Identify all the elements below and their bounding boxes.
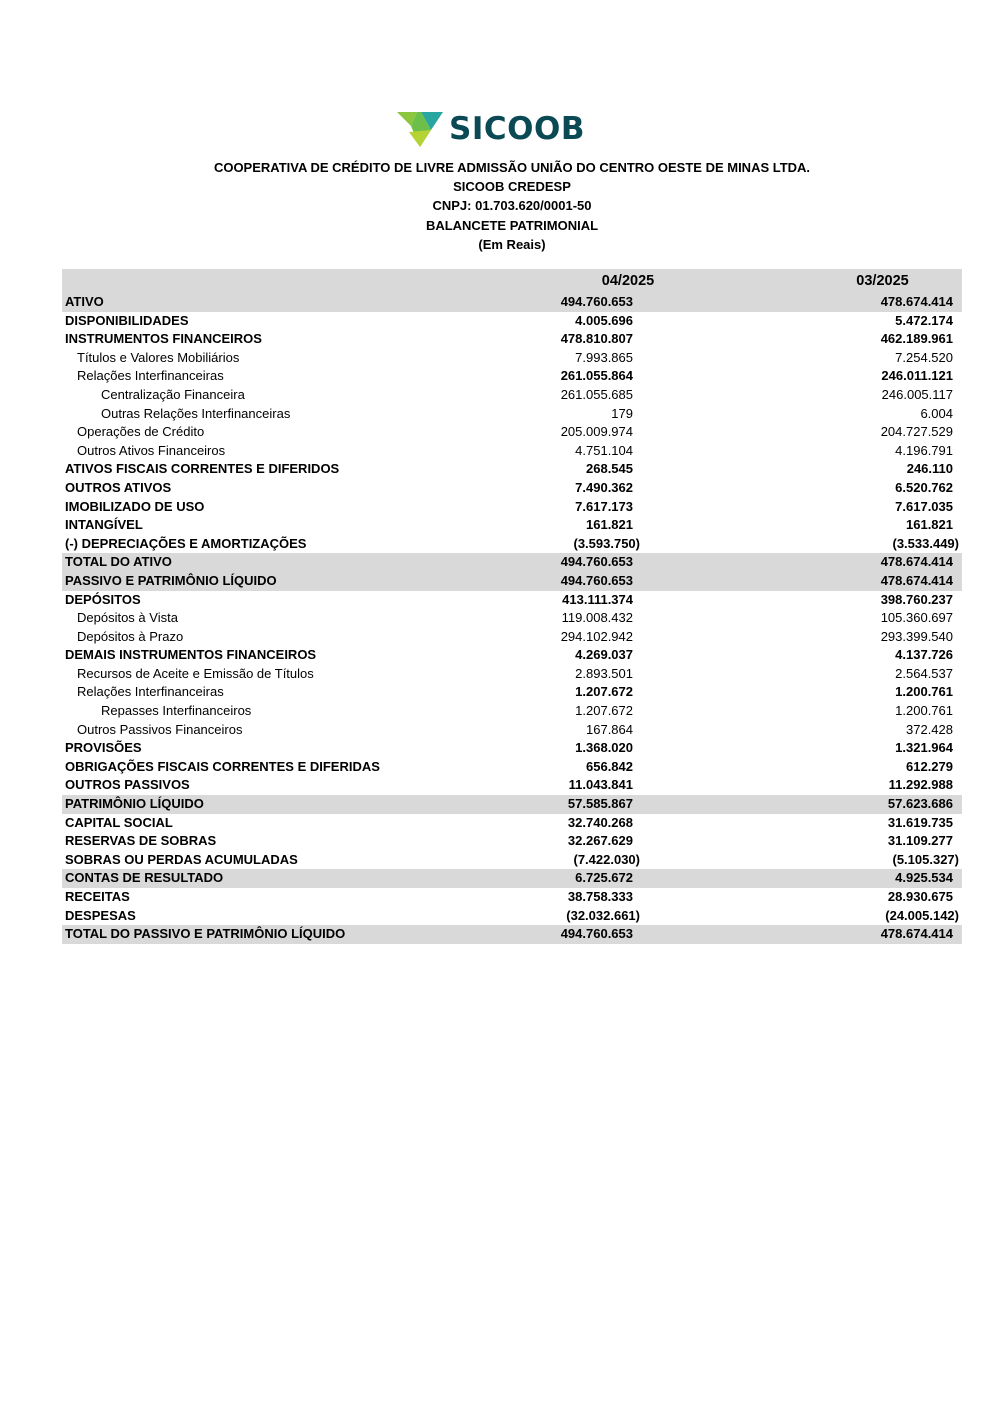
row-label: DEMAIS INSTRUMENTOS FINANCEIROS: [65, 647, 317, 663]
table-row: [62, 888, 962, 907]
row-value-previous: 1.321.964: [895, 740, 953, 756]
table-row: [62, 423, 962, 442]
row-label: Operações de Crédito: [77, 424, 205, 440]
row-label: ATIVO: [62, 293, 453, 312]
row-value-current: 494.760.653: [453, 925, 803, 944]
row-label: TOTAL DO ATIVO: [62, 553, 453, 572]
row-label: OUTROS PASSIVOS: [65, 777, 190, 793]
table-row: [62, 851, 962, 870]
row-value-previous: 478.674.414: [803, 293, 962, 312]
column-header-previous: 03/2025: [803, 269, 962, 293]
row-label: INSTRUMENTOS FINANCEIROS: [65, 331, 262, 347]
row-value-previous: 478.674.414: [803, 572, 962, 591]
row-value-previous: 7.254.520: [895, 349, 953, 365]
row-value-previous: (5.105.327): [892, 851, 959, 867]
row-value-previous: 161.821: [906, 517, 953, 533]
row-label: Repasses Interfinanceiros: [101, 703, 252, 719]
row-label: CONTAS DE RESULTADO: [62, 869, 453, 888]
row-value-current: 494.760.653: [453, 293, 803, 312]
table-row: [62, 572, 962, 591]
table-row: [62, 367, 962, 386]
row-value-current: 167.864: [586, 721, 633, 737]
row-value-current: 4.005.696: [575, 312, 633, 328]
row-value-current: 205.009.974: [560, 424, 633, 440]
table-row: [62, 460, 962, 479]
row-value-current: 1.207.672: [575, 684, 633, 700]
row-value-previous: 204.727.529: [880, 424, 953, 440]
row-label: Outras Relações Interfinanceiras: [101, 405, 291, 421]
row-label: Depósitos à Prazo: [77, 628, 184, 644]
table-row: [62, 349, 962, 368]
table-row: [62, 721, 962, 740]
row-value-previous: 6.004: [920, 405, 953, 421]
row-label: Recursos de Aceite e Emissão de Títulos: [77, 665, 314, 681]
row-value-current: 32.740.268: [567, 814, 633, 830]
row-label: Depósitos à Vista: [77, 610, 178, 626]
document-header: [0, 158, 1000, 254]
row-value-current: (7.422.030): [573, 851, 640, 867]
table-row: [62, 925, 962, 944]
currency-note: (Em Reais): [478, 236, 546, 252]
row-label: PASSIVO E PATRIMÔNIO LÍQUIDO: [62, 572, 453, 591]
table-row: [62, 405, 962, 424]
row-label: Relações Interfinanceiras: [77, 368, 224, 384]
sicoob-logo-icon: [397, 110, 443, 148]
row-value-current: 7.993.865: [575, 349, 633, 365]
row-value-previous: 293.399.540: [880, 628, 953, 644]
row-value-current: 2.893.501: [575, 665, 633, 681]
row-value-current: 11.043.841: [568, 777, 633, 793]
report-title: BALANCETE PATRIMONIAL: [425, 217, 599, 233]
row-value-previous: 5.472.174: [895, 312, 953, 328]
table-row: [62, 907, 962, 926]
balance-sheet-table: [62, 269, 962, 944]
row-value-previous: 4.925.534: [803, 869, 962, 888]
row-value-current: 261.055.864: [560, 368, 633, 384]
table-row: [62, 628, 962, 647]
row-value-current: (32.032.661): [566, 907, 640, 923]
row-value-previous: 1.200.761: [895, 703, 953, 719]
row-value-current: 494.760.653: [453, 572, 803, 591]
row-value-previous: 2.564.537: [895, 665, 953, 681]
row-value-previous: 4.137.726: [895, 647, 953, 663]
row-label: DISPONIBILIDADES: [65, 312, 189, 328]
row-value-current: 57.585.867: [453, 795, 803, 814]
row-label: RECEITAS: [65, 889, 130, 904]
row-label: Títulos e Valores Mobiliários: [77, 349, 240, 365]
table-row: [62, 702, 962, 721]
row-value-previous: 7.617.035: [895, 498, 953, 514]
row-value-current: 656.842: [586, 758, 633, 774]
row-label: PROVISÕES: [65, 740, 142, 756]
row-value-previous: 478.674.414: [803, 925, 962, 944]
row-value-previous: 57.623.686: [803, 795, 962, 814]
table-row: [62, 498, 962, 517]
row-value-previous: 246.005.117: [881, 386, 953, 402]
row-label: OUTROS ATIVOS: [65, 479, 172, 495]
table-row: [62, 609, 962, 628]
row-value-current: 478.810.807: [560, 331, 633, 347]
table-row: [62, 683, 962, 702]
row-value-previous: 11.292.988: [888, 777, 953, 793]
row-label: IMOBILIZADO DE USO: [65, 498, 205, 514]
table-row: [62, 553, 962, 572]
logo-text: SICOOB: [449, 110, 585, 147]
row-value-current: 179: [611, 405, 633, 421]
row-value-current: 261.055.685: [560, 386, 633, 402]
row-value-current: 32.267.629: [567, 833, 633, 849]
row-label: DESPESAS: [65, 907, 136, 923]
row-label: RESERVAS DE SOBRAS: [65, 833, 217, 849]
table-row: [62, 535, 962, 554]
table-row: [62, 776, 962, 795]
row-value-current: 4.269.037: [575, 647, 633, 663]
row-label: CAPITAL SOCIAL: [65, 814, 173, 830]
table-row: [62, 739, 962, 758]
row-value-previous: 6.520.762: [895, 479, 953, 495]
row-value-previous: 31.619.735: [887, 814, 953, 830]
short-name: SICOOB CREDESP: [453, 179, 571, 195]
sicoob-logo: [397, 108, 587, 150]
row-value-current: 7.617.173: [575, 498, 633, 514]
table-row: [62, 869, 962, 888]
row-value-previous: 31.109.277: [887, 833, 953, 849]
row-value-current: 6.725.672: [453, 869, 803, 888]
row-value-previous: 398.760.237: [880, 591, 953, 607]
row-value-previous: 246.110: [906, 461, 953, 477]
table-row: [62, 832, 962, 851]
row-value-current: 161.821: [586, 517, 633, 533]
row-label: INTANGÍVEL: [65, 517, 143, 533]
table-row: [62, 758, 962, 777]
row-value-current: 4.751.104: [575, 442, 633, 458]
column-header-current: 04/2025: [453, 269, 803, 293]
row-label: Relações Interfinanceiras: [77, 684, 224, 700]
row-value-previous: (24.005.142): [885, 907, 959, 923]
row-value-current: 38.758.333: [567, 889, 633, 904]
table-row: [62, 591, 962, 610]
row-value-current: 413.111.374: [562, 591, 633, 607]
row-value-current: 1.368.020: [575, 740, 633, 756]
row-value-current: 119.008.432: [561, 610, 633, 626]
table-row: [62, 646, 962, 665]
table-row: [62, 665, 962, 684]
row-label: SOBRAS OU PERDAS ACUMULADAS: [65, 851, 298, 867]
row-label: OBRIGAÇÕES FISCAIS CORRENTES E DIFERIDAS: [65, 758, 380, 774]
row-label: Centralização Financeira: [101, 386, 245, 402]
row-value-previous: 612.279: [906, 758, 953, 774]
row-value-current: (3.593.750): [573, 535, 640, 551]
row-value-previous: 478.674.414: [803, 553, 962, 572]
row-value-previous: 28.930.675: [887, 889, 953, 904]
cnpj: CNPJ: 01.703.620/0001-50: [432, 198, 592, 214]
row-value-previous: (3.533.449): [892, 535, 959, 551]
row-value-current: 494.760.653: [453, 553, 803, 572]
row-label: PATRIMÔNIO LÍQUIDO: [62, 795, 453, 814]
row-value-previous: 462.189.961: [880, 331, 953, 347]
column-header-label: [62, 269, 453, 293]
table-row: [62, 442, 962, 461]
table-row: [62, 330, 962, 349]
row-label: Outros Passivos Financeiros: [77, 721, 243, 737]
column-header-row: [62, 269, 962, 293]
row-value-current: 294.102.942: [560, 628, 633, 644]
row-label: ATIVOS FISCAIS CORRENTES E DIFERIDOS: [65, 461, 340, 477]
row-value-previous: 372.428: [906, 721, 953, 737]
cooperative-name: COOPERATIVA DE CRÉDITO DE LIVRE ADMISSÃO UNIÃO DO CENTRO OESTE DE MINAS LTDA.: [213, 160, 811, 175]
row-value-current: 268.545: [586, 461, 633, 477]
row-label: Outros Ativos Financeiros: [77, 442, 226, 458]
table-row: [62, 293, 962, 312]
row-value-previous: 246.011.121: [881, 368, 953, 384]
row-label: DEPÓSITOS: [65, 591, 141, 607]
table-row: [62, 312, 962, 331]
row-value-current: 7.490.362: [575, 479, 633, 495]
row-label: TOTAL DO PASSIVO E PATRIMÔNIO LÍQUIDO: [62, 925, 453, 944]
row-value-current: 1.207.672: [575, 703, 633, 719]
row-value-previous: 4.196.791: [895, 442, 953, 458]
table-row: [62, 795, 962, 814]
table-row: [62, 814, 962, 833]
row-value-previous: 1.200.761: [895, 684, 953, 700]
row-value-previous: 105.360.697: [880, 610, 953, 626]
row-label: (-) DEPRECIAÇÕES E AMORTIZAÇÕES: [65, 535, 307, 551]
table-row: [62, 479, 962, 498]
table-row: [62, 386, 962, 405]
table-row: [62, 516, 962, 535]
